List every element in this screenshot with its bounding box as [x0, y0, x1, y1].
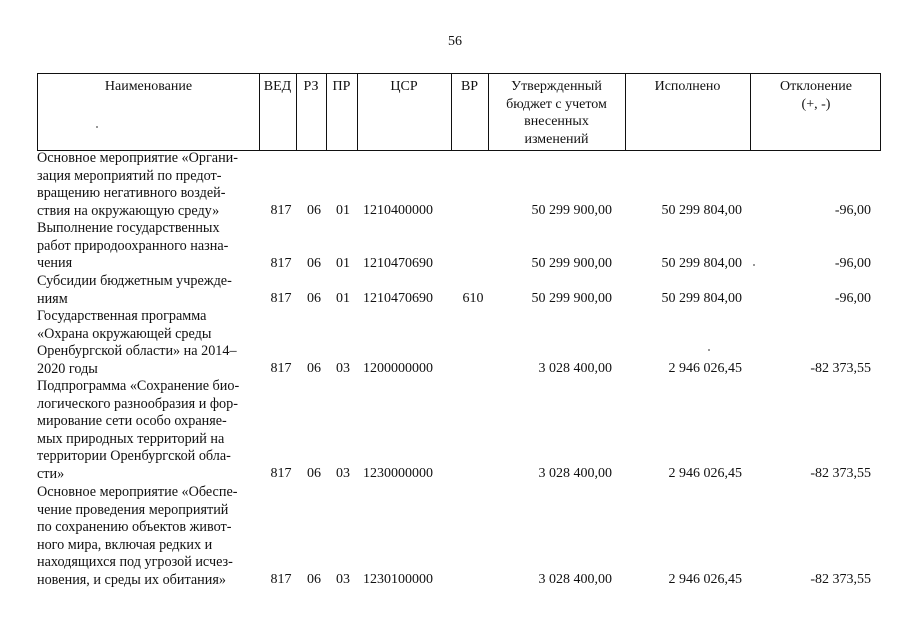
cell-budget: 50 299 900,00	[531, 203, 612, 218]
cell-budget: 3 028 400,00	[538, 466, 612, 481]
header-budget	[488, 78, 625, 148]
cell-executed: 50 299 804,00	[661, 203, 742, 218]
header-deviation	[750, 78, 882, 113]
cell-deviation: -96,00	[834, 291, 871, 306]
scan-speck	[96, 126, 98, 128]
row-name-line: Основное мероприятие «Органи-	[37, 150, 238, 166]
cell-csr: 1210400000	[363, 203, 433, 218]
cell-deviation: -82 373,55	[810, 572, 871, 587]
cell-csr: 1200000000	[363, 361, 433, 376]
table-row	[37, 308, 881, 378]
cell-csr: 1210470690	[363, 256, 433, 271]
row-name	[37, 273, 262, 308]
row-name	[37, 484, 262, 589]
cell-deviation: -96,00	[834, 203, 871, 218]
row-name-line: по сохранению объектов живот-	[37, 519, 232, 535]
header-name: Наименование	[104, 79, 193, 94]
row-name-line: новения, и среды их обитания»	[37, 571, 226, 588]
cell-rz: 06	[307, 572, 321, 587]
cell-executed: 50 299 804,00	[661, 256, 742, 271]
row-name-line: зация мероприятий по предот-	[37, 167, 222, 184]
page-number: 56	[448, 34, 462, 49]
cell-pr: 01	[336, 203, 350, 218]
cell-executed: 2 946 026,45	[668, 361, 742, 376]
header-budget-line: Утвержденный	[511, 79, 602, 94]
header-csr: ЦСР	[390, 79, 418, 94]
cell-deviation: -82 373,55	[810, 361, 871, 376]
cell-executed: 50 299 804,00	[661, 291, 742, 306]
cell-pr: 03	[336, 572, 350, 587]
cell-csr: 1230000000	[363, 466, 433, 481]
row-name-line: Субсидии бюджетным учрежде-	[37, 273, 232, 289]
row-name-line: территории Оренбургской обла-	[37, 448, 231, 464]
row-name-line: ниям	[37, 290, 68, 307]
header-vr: ВР	[460, 79, 479, 94]
cell-rz: 06	[307, 291, 321, 306]
cell-ved: 817	[270, 572, 292, 587]
row-name-line: ного мира, включая редких и	[37, 536, 213, 553]
scan-speck	[753, 264, 755, 266]
cell-budget: 50 299 900,00	[531, 291, 612, 306]
row-name-line: Подпрограмма «Сохранение био-	[37, 378, 240, 394]
cell-rz: 06	[307, 256, 321, 271]
cell-rz: 06	[307, 361, 321, 376]
row-name	[37, 378, 262, 483]
cell-budget: 3 028 400,00	[538, 572, 612, 587]
cell-rz: 06	[307, 466, 321, 481]
cell-budget: 50 299 900,00	[531, 256, 612, 271]
row-name-line: чение проведения мероприятий	[37, 501, 229, 518]
row-name-line: ствия на окружающую среду»	[37, 202, 220, 219]
row-name-line: Основное мероприятие «Обеспе-	[37, 484, 238, 500]
header-budget-line: внесенных	[524, 114, 589, 129]
table-row	[37, 378, 881, 484]
cell-vr: 610	[462, 291, 484, 306]
row-name	[37, 308, 262, 378]
cell-deviation: -82 373,55	[810, 466, 871, 481]
cell-budget: 3 028 400,00	[538, 361, 612, 376]
header-pr: ПР	[332, 79, 351, 94]
cell-csr: 1210470690	[363, 291, 433, 306]
cell-ved: 817	[270, 361, 292, 376]
header-rz: РЗ	[303, 79, 319, 94]
cell-ved: 817	[270, 291, 292, 306]
row-name-line: «Охрана окружающей среды	[37, 325, 212, 342]
header-ved: ВЕД	[263, 79, 292, 94]
row-name	[37, 150, 262, 220]
cell-executed: 2 946 026,45	[668, 572, 742, 587]
cell-pr: 01	[336, 256, 350, 271]
cell-ved: 817	[270, 203, 292, 218]
table-row	[37, 484, 881, 590]
scan-speck	[708, 349, 710, 351]
cell-rz: 06	[307, 203, 321, 218]
cell-csr: 1230100000	[363, 572, 433, 587]
row-name-line: 2020 годы	[37, 360, 98, 377]
cell-pr: 01	[336, 291, 350, 306]
table-row	[37, 273, 881, 308]
cell-deviation: -96,00	[834, 256, 871, 271]
row-name-line: мых природных территорий на	[37, 430, 225, 447]
header-executed: Исполнено	[654, 79, 721, 94]
row-name-line: чения	[37, 255, 73, 271]
row-name-line: вращению негативного воздей-	[37, 185, 226, 201]
cell-ved: 817	[270, 256, 292, 271]
header-deviation-line: Отклонение	[780, 79, 852, 94]
cell-ved: 817	[270, 466, 292, 481]
header-deviation-line: (+, -)	[801, 96, 831, 112]
header-budget-line: бюджет с учетом	[506, 96, 607, 112]
header-budget-line: изменений	[524, 131, 589, 147]
row-name	[37, 220, 262, 273]
table-row	[37, 150, 881, 220]
row-name-line: Оренбургской области» на 2014–	[37, 343, 237, 359]
row-name-line: работ природоохранного назна-	[37, 237, 229, 254]
row-name-line: мирование сети особо охраняе-	[37, 413, 227, 429]
row-name-line: Государственная программа	[37, 308, 207, 324]
table-header	[37, 73, 881, 151]
cell-pr: 03	[336, 361, 350, 376]
row-name-line: Выполнение государственных	[37, 220, 220, 236]
row-name-line: находящихся под угрозой исчез-	[37, 554, 233, 570]
row-name-line: логического разнообразия и фор-	[37, 395, 238, 412]
cell-executed: 2 946 026,45	[668, 466, 742, 481]
row-name-line: сти»	[37, 465, 65, 482]
cell-pr: 03	[336, 466, 350, 481]
